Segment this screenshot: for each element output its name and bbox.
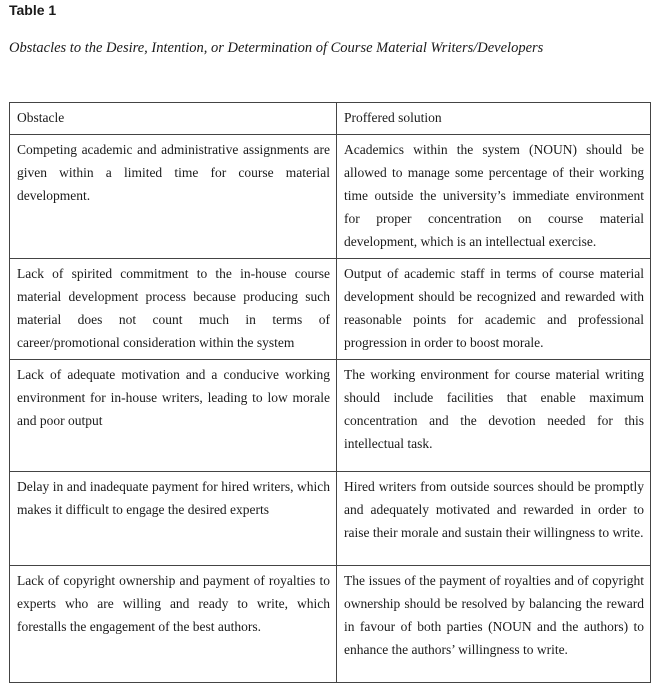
solution-cell: Hired writers from outside sources should be promptly and adequately motivated and rewarded in order to raise their morale and sustain their willingness to write.	[337, 472, 651, 566]
table-row	[10, 135, 651, 259]
obstacle-cell: Lack of adequate motivation and a conducive working environment for in-house writers, leading to low morale and poor output	[10, 360, 337, 472]
header-row	[10, 103, 651, 135]
table-row	[10, 259, 651, 360]
solution-cell: The issues of the payment of royalties and of copyright ownership should be resolved by balancing the reward in favour of both parties (NOUN and the authors) to enhance the authors’ willingness to write.	[337, 566, 651, 683]
solution-cell: The working environment for course material writing should include facilities that enable maximum concentration and the devotion needed for this intellectual task.	[337, 360, 651, 472]
header-solution: Proffered solution	[337, 103, 651, 135]
solution-cell: Academics within the system (NOUN) should be allowed to manage some percentage of their working time outside the university’s immediate environment for proper concentration on course material development, which is an intellectual exercise.	[337, 135, 651, 259]
table-label: Table 1	[9, 2, 57, 18]
table-row	[10, 360, 651, 472]
obstacles-table	[9, 102, 651, 683]
obstacle-cell: Lack of spirited commitment to the in-house course material development process because producing such material does not count much in terms of career/promotional consideration within the system	[10, 259, 337, 360]
header-obstacle: Obstacle	[10, 103, 337, 135]
obstacle-cell: Lack of copyright ownership and payment of royalties to experts who are willing and ready to write, which forestalls the engagement of the best authors.	[10, 566, 337, 683]
table-row	[10, 566, 651, 683]
obstacle-cell: Delay in and inadequate payment for hired writers, which makes it difficult to engage the desired experts	[10, 472, 337, 566]
obstacle-cell: Competing academic and administrative assignments are given within a limited time for course material development.	[10, 135, 337, 259]
solution-cell: Output of academic staff in terms of course material development should be recognized and rewarded with reasonable points for academic and professional progression in order to boost morale.	[337, 259, 651, 360]
table-caption: Obstacles to the Desire, Intention, or Determination of Course Material Writers/Developers	[9, 40, 544, 56]
table-row	[10, 472, 651, 566]
